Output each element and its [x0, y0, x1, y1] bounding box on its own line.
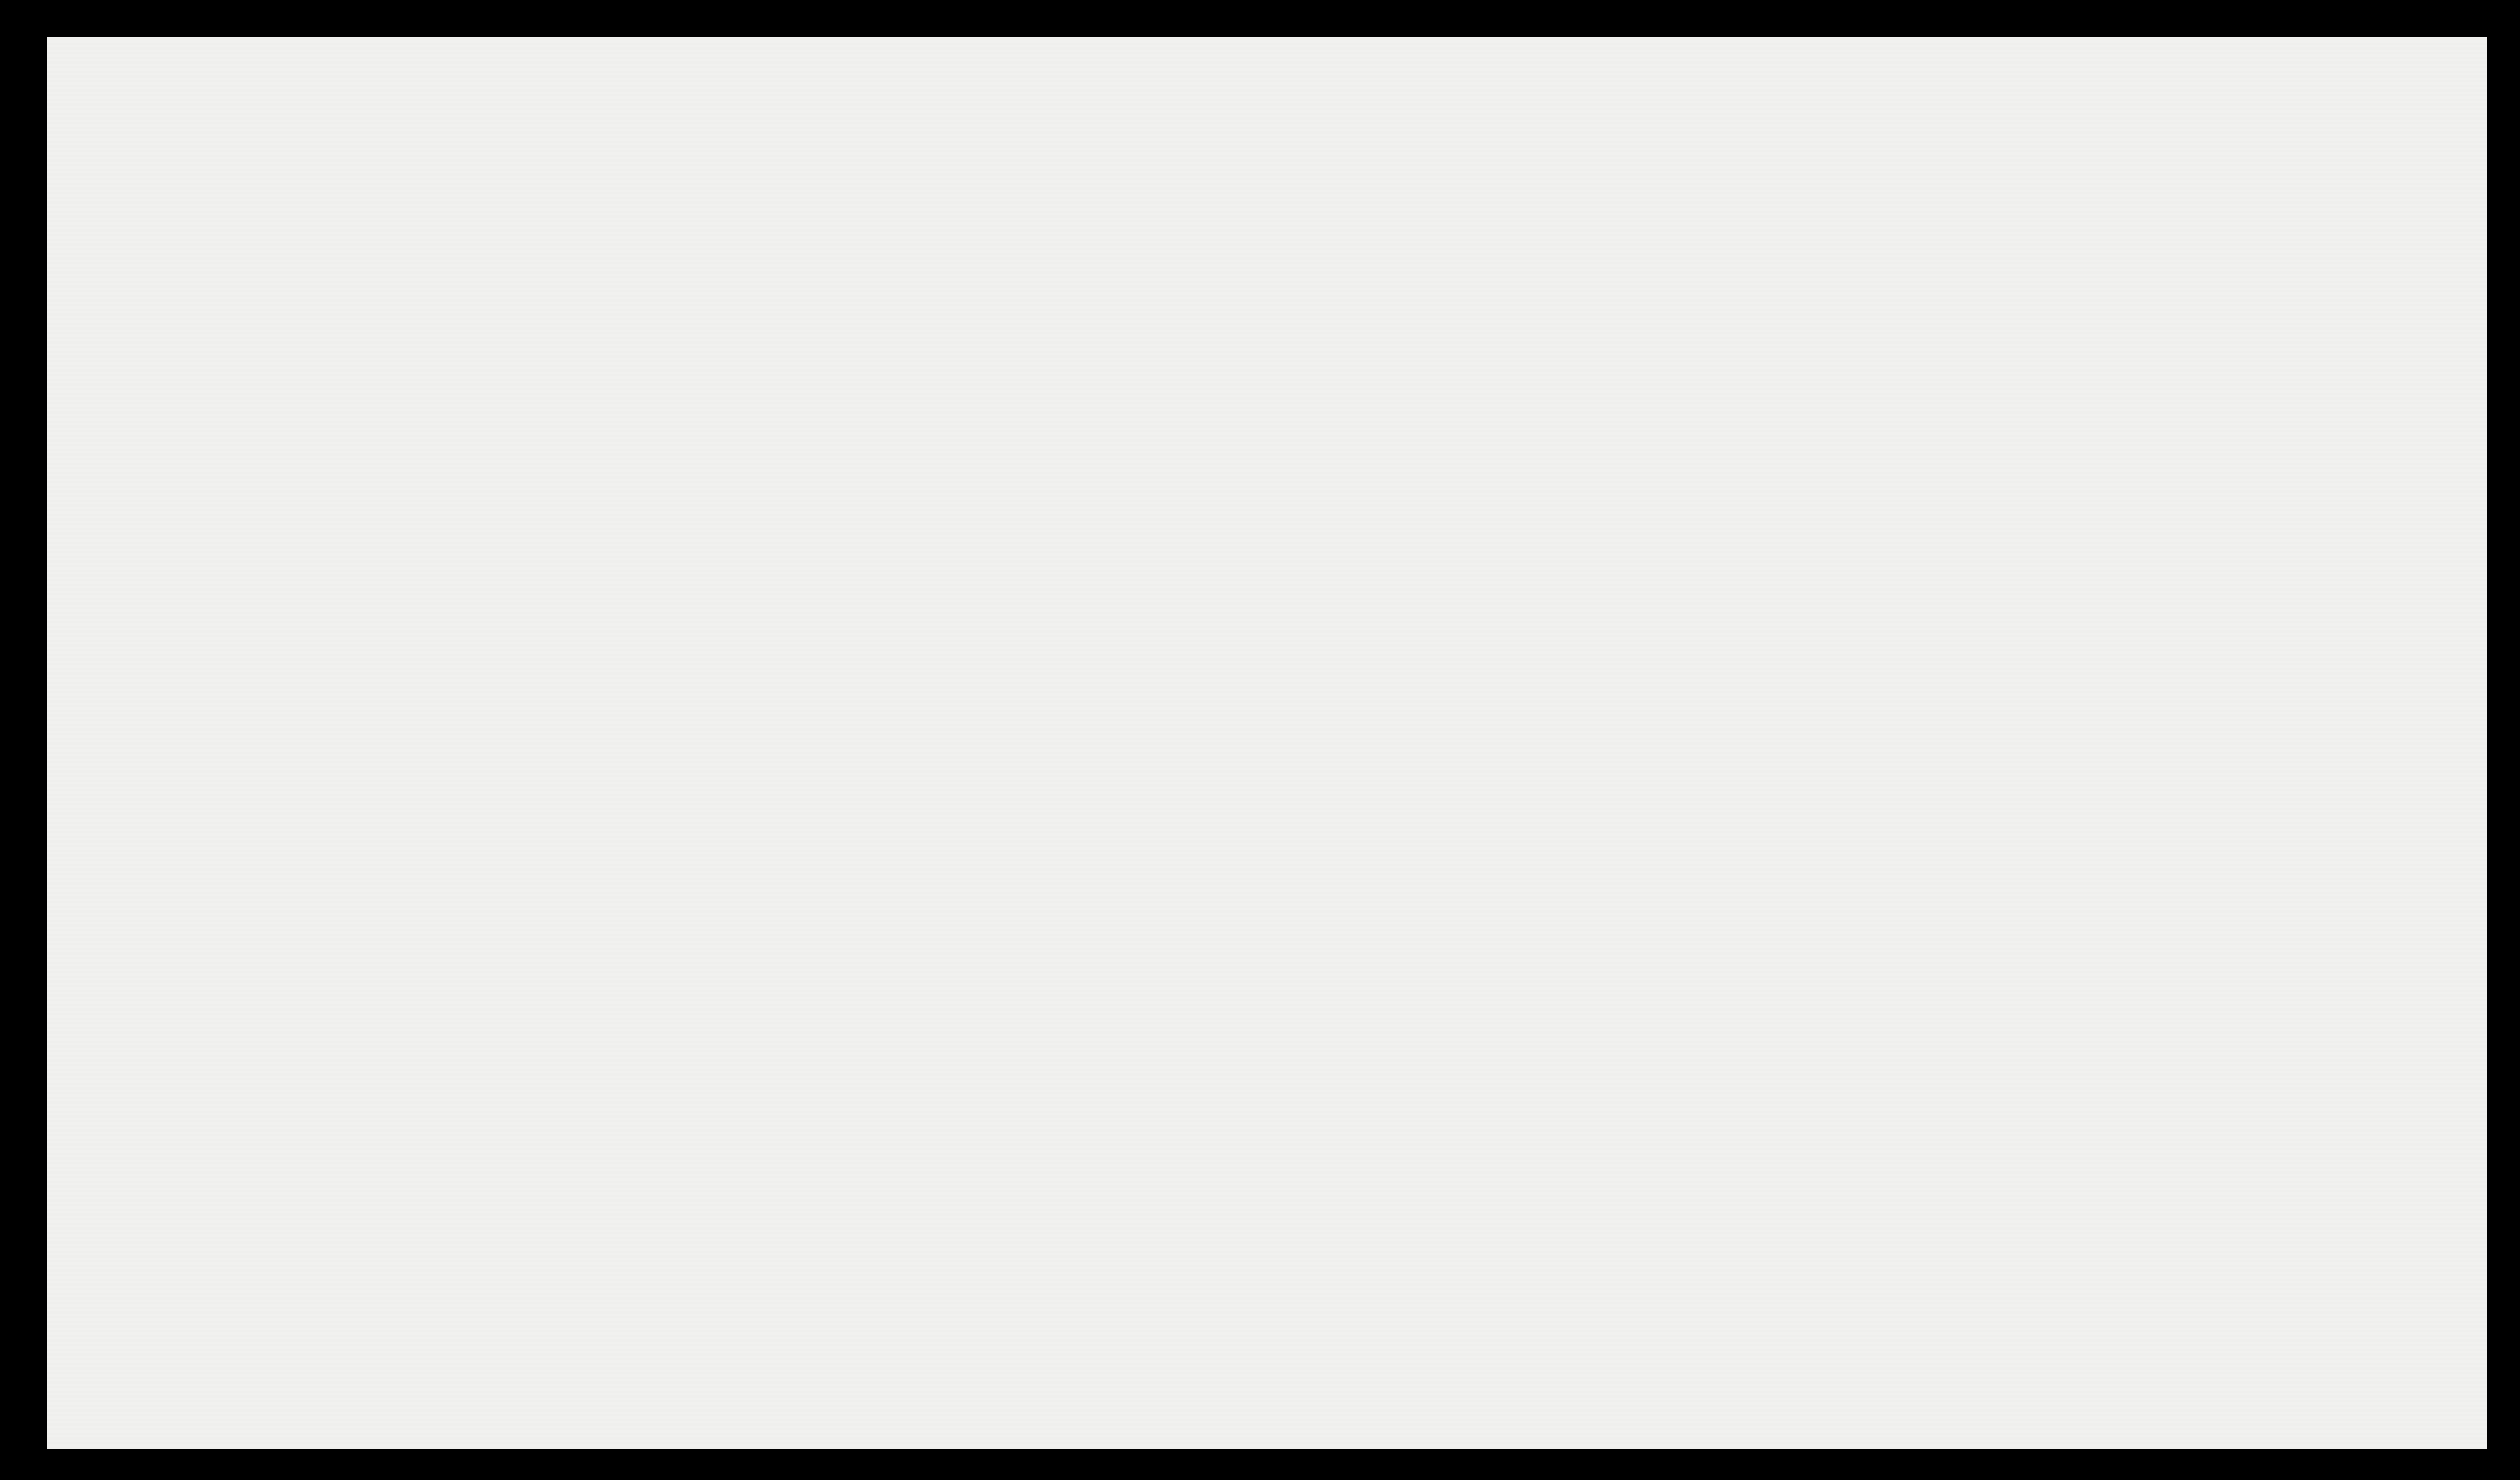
household-section [47, 403, 2487, 931]
crop-table [47, 37, 2487, 403]
lease-table [47, 931, 2487, 1449]
census-card [47, 37, 2487, 1449]
